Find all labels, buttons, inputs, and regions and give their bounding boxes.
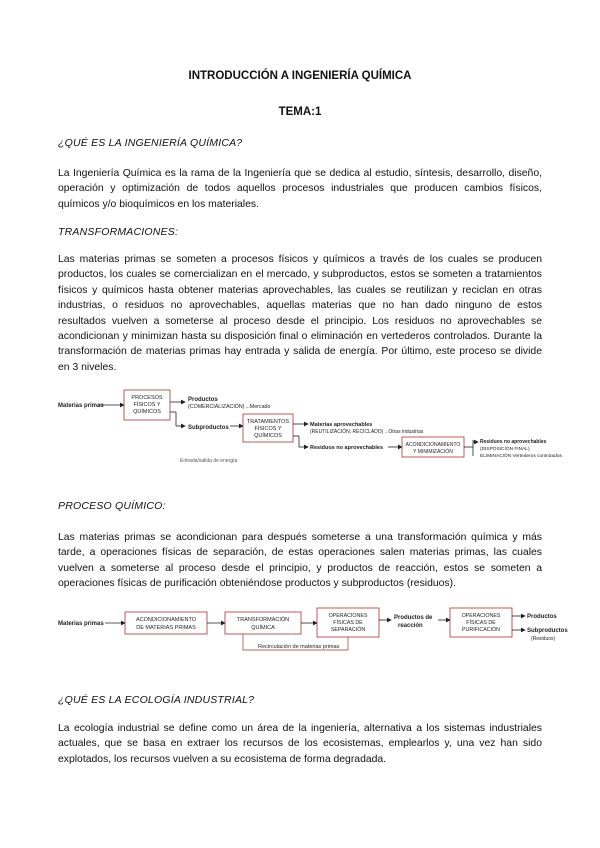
d1-box2-line1: TRATAMIENTOS <box>246 419 290 425</box>
section-heading-proceso-quimico: PROCESO QUÍMICO: <box>58 500 166 512</box>
d2-box2-line2: QUÍMICA <box>251 625 275 631</box>
d2-box2-line1: TRANSFORMACIÓN <box>236 617 290 623</box>
d2-productos-reaccion-line1: Productos de <box>394 615 433 621</box>
d2-recirculacion-label: Recirculación de materias primas <box>258 644 340 650</box>
d1-bottom-label: Entrada/salida de energía <box>180 458 238 464</box>
d1-box1-line1: PROCESOS <box>131 395 163 401</box>
d2-materias-primas-label: Materias primas <box>58 621 104 627</box>
d2-box4-line3: PURIFICACIÓN <box>462 627 500 633</box>
d2-productos-reaccion-line2: reacción <box>398 623 423 629</box>
d1-final-label: Residuos no aprovechables <box>480 439 547 445</box>
d1-aprovechables-sub: (REUTILIZACIÓN, RECICLADO)→Otras industrias <box>310 429 424 435</box>
d1-productos-sub: (COMERCIALIZACIÓN)→Mercado <box>188 404 271 410</box>
d2-box4-line1: OPERACIONES <box>461 613 501 619</box>
d2-box1-line2: DE MATERIAS PRIMAS <box>136 625 196 631</box>
d2-box4-line2: FÍSICAS DE <box>466 620 496 626</box>
d1-box3-line2: Y MINIMIZACIÓN <box>413 449 453 455</box>
d1-box2-line3: QUÍMICOS <box>254 433 282 439</box>
d2-box3-line3: SEPARACIÓN <box>330 627 366 633</box>
section-heading-ingenieria-quimica: ¿QUÉ ES LA INGENIERÍA QUÍMICA? <box>58 137 243 149</box>
paragraph-ingenieria-quimica: La Ingeniería Química es la rama de la Ingeniería que se dedica al estudio, síntesis, desarrollo, diseño, operación y optimización de todos aquellos procesos industriales que producen cambios físicos, químicos y/o bioquímicos en los materiales. <box>58 168 542 210</box>
transformaciones-diagram <box>58 380 578 465</box>
proceso-quimico-diagram <box>58 602 568 662</box>
d2-box3-line2: FÍSICAS DE <box>333 620 363 626</box>
d1-subproductos-label: Subproductos <box>188 425 229 431</box>
d1-box3-line1: ACONDICIONAMIENTO <box>405 442 461 448</box>
d1-materias-primas-label: Materias primas <box>58 403 104 409</box>
paragraph-ecologia-industrial: La ecología industrial se define como un área de la ingeniería, alternativa a los sistemas industriales actuales, que se basa en extraer los recursos de los ecosistemas, emplearlos y, una vez han sido explotados, los recursos vuelven a su ecosistema de forma degradada. <box>58 723 542 765</box>
document-subtitle: TEMA:1 <box>278 106 322 118</box>
d2-box3-line1: OPERACIONES <box>328 613 368 619</box>
d1-box1-line2: FÍSICOS Y <box>133 402 161 408</box>
d1-final-sub1: (DISPOSICIÓN FINAL) <box>480 447 530 452</box>
section-heading-ecologia-industrial: ¿QUÉ ES LA ECOLOGÍA INDUSTRIAL? <box>58 694 255 706</box>
d1-box2-line2: FÍSICOS Y <box>254 426 282 432</box>
section-heading-transformaciones: TRANSFORMACIONES: <box>58 226 179 238</box>
d1-final-sub2: ELIMINACIÓN Vertederos controlados <box>480 454 562 459</box>
d2-productos-label: Productos <box>527 614 557 620</box>
d1-productos-label: Productos <box>188 397 218 403</box>
paragraph-transformaciones: Las materias primas se someten a procesos físicos y químicos a través de los cuales se producen productos, los cuales se comercializan en el mercado, y subproductos, estos se someten a tratamientos físicos y químicos hasta obtener materias aprovechables, las cuales se reutilizan y reciclan en otras industrias, o residuos no aprovechables, aquellas materias que no han dado ninguno de estos resultados vuelven a someterse al proceso desde el principio. Los residuos no aprovechables se acondicionan y minimizan hasta su disposición final o eliminación en vertederos controlados. Durante la transformación de materias primas hay entrada y salida de energía. Por último, este proceso se divide en 3 niveles. <box>58 254 542 373</box>
d2-box1-line1: ACONDICIONAMIENTO <box>135 617 197 623</box>
document-title: INTRODUCCIÓN A INGENIERÍA QUÍMICA <box>188 70 412 82</box>
d1-residuos-label: Residuos no aprovechables <box>310 445 384 451</box>
d1-aprovechables-label: Materias aprovechables <box>310 422 373 428</box>
d2-residuos-label: (Residuos) <box>531 636 556 642</box>
d1-box1-line3: QUÍMICOS <box>133 409 161 415</box>
d2-subproductos-label: Subproductos <box>527 628 568 634</box>
paragraph-proceso-quimico: Las materias primas se acondicionan para después someterse a una transformación química y más tarde, a operaciones físicas de separación, de estas operaciones salen materias primas, las cuales vuelven a someterse al proceso desde el principio, y productos de reacción, estos se someten a operaciones físicas de purificación obteniéndose productos y subproductos (residuos). <box>58 532 542 590</box>
